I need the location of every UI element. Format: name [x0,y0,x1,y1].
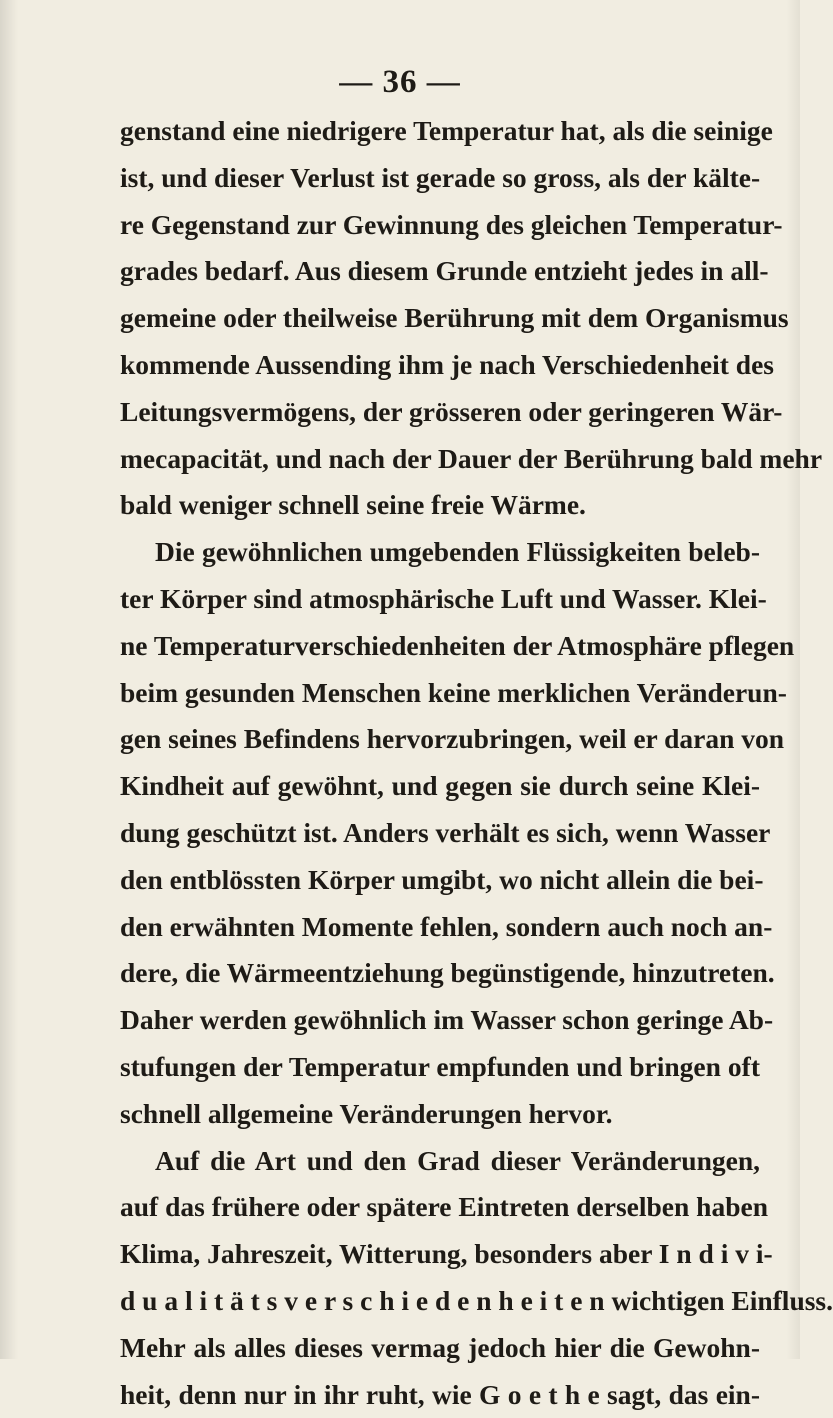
text-line: Klima, Jahreszeit, Witterung, besonders aber I n d i v i- [120,1238,773,1270]
text-line: Leitungsvermögens, der grösseren oder geringeren Wär- [120,395,783,427]
text-line: d u a l i t ä t s v e r s c h i e d e n h e i t e n wichtigen Einfluss. [120,1284,833,1316]
text-line: heit, denn nur in ihr ruht, wie G o e t h e sagt, das ein- [120,1378,760,1410]
text-line: Mehr als alles dieses vermag jedoch hier die Gewohn- [120,1331,760,1363]
text-line: ter Körper sind atmosphärische Luft und Wasser. Klei- [120,582,767,614]
text-line: ist, und dieser Verlust ist gerade so gross, als der kälte- [120,161,761,193]
text-line: kommende Aussending ihm je nach Verschiedenheit des [120,348,774,380]
text-line: bald weniger schnell seine freie Wärme. [120,489,586,521]
text-line: Daher werden gewöhnlich im Wasser schon geringe Ab- [120,1004,774,1036]
text-line: auf das frühere oder spätere Eintreten derselben haben [120,1191,769,1223]
text-line: ne Temperaturverschiedenheiten der Atmosphäre pflegen [120,629,795,661]
text-line: beim gesunden Menschen keine merklichen Veränderun- [120,676,787,708]
text-line: dere, die Wärmeentziehung begünstigende, hinzutreten. [120,957,775,989]
text-line: gen seines Befindens hervorzubringen, weil er daran von [120,723,785,755]
paragraph-start-line: Auf die Art und den Grad dieser Veränderungen, [155,1144,760,1176]
text-line: den entblössten Körper umgibt, wo nicht allein die bei- [120,863,764,895]
text-line: stufungen der Temperatur empfunden und bringen oft [120,1050,760,1082]
body-text [120,108,833,1418]
text-line: den erwähnten Momente fehlen, sondern auch noch an- [120,910,773,942]
text-line: schnell allgemeine Veränderungen hervor. [120,1097,613,1129]
page-number: — 36 — [339,64,461,100]
text-line: Kindheit auf gewöhnt, und gegen sie durch seine Klei- [120,770,760,802]
text-line: genstand eine niedrigere Temperatur hat, als die seinige [120,115,773,146]
paragraph-start-line: Die gewöhnlichen umgebenden Flüssigkeiten beleb- [155,536,760,568]
text-line: mecapacität, und nach der Dauer der Berührung bald mehr [120,442,823,474]
text-line: re Gegenstand zur Gewinnung des gleichen Temperatur- [120,208,783,240]
text-line: grades bedarf. Aus diesem Grunde entzieht jedes in all- [120,255,769,287]
text-line: dung geschützt ist. Anders verhält es sich, wenn Wasser [120,816,771,848]
text-line: gemeine oder theilweise Berührung mit dem Organismus [120,302,789,334]
